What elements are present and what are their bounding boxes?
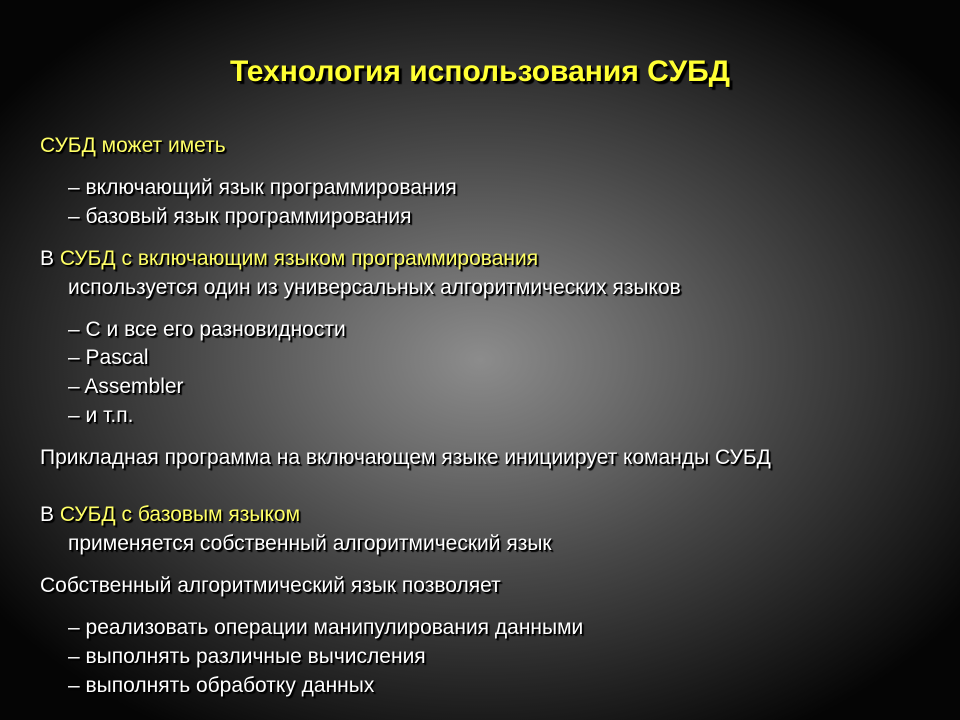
embedded-continuation: используется один из универсальных алгоритмических языков (68, 276, 681, 299)
base-heading-prefix: В (40, 503, 60, 526)
embedded-bullet-1: – С и все его разновидности (68, 318, 346, 341)
embedded-heading-prefix: В (40, 247, 60, 270)
own-language-heading: Собственный алгоритмический язык позволяет (40, 574, 501, 597)
intro-heading: СУБД может иметь (40, 134, 226, 157)
base-heading-highlight: СУБД с базовым языком (59, 503, 301, 526)
embedded-heading-highlight: СУБД с включающим языком программирования (59, 247, 539, 270)
base-heading (40, 503, 300, 527)
embedded-bullet-2: – Pascal (68, 346, 149, 369)
own-bullet-3: – выполнять обработку данных (68, 674, 375, 697)
slide-title: Технология использования СУБД (229, 55, 731, 88)
own-bullet-1: – реализовать операции манипулирования данными (68, 616, 584, 639)
base-continuation: применяется собственный алгоритмический язык (68, 532, 552, 555)
embedded-bullet-3: – Assembler (68, 375, 184, 398)
own-bullet-2: – выполнять различные вычисления (68, 645, 426, 668)
embedded-heading (40, 247, 538, 271)
embedded-bullet-4: – и т.п. (68, 404, 134, 427)
intro-bullet-1: – включающий язык программирования (68, 176, 457, 199)
applied-program-line: Прикладная программа на включающем языке инициирует команды СУБД (40, 446, 771, 469)
intro-bullet-2: – базовый язык программирования (68, 205, 412, 228)
